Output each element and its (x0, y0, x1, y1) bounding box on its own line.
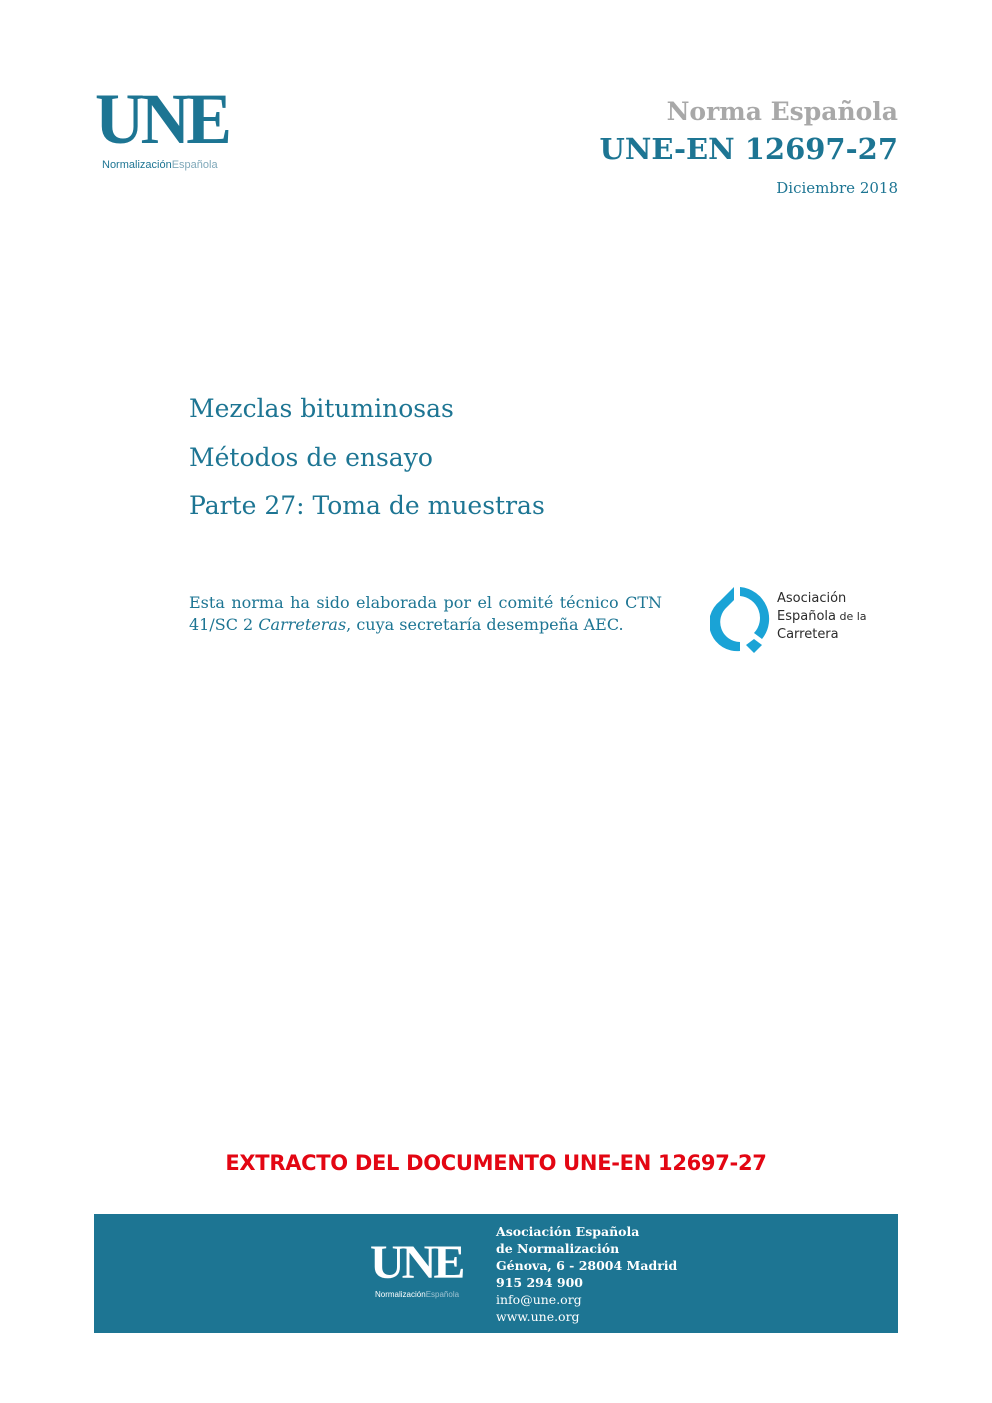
standard-header (600, 97, 898, 197)
footer-address (496, 1223, 677, 1325)
aec-line-3: Carretera (777, 627, 839, 642)
footer-tagline-part1: Normalización (375, 1290, 426, 1299)
committee-text-before: Esta norma ha sido elaborada por el comité técnico CTN 41/SC 2 (189, 593, 662, 634)
une-tagline-part2: Española (171, 159, 218, 171)
aec-logo-icon (710, 585, 770, 655)
footer-org-line-2: de Normalización (496, 1241, 620, 1256)
document-titles (189, 385, 545, 531)
title-line-2: Métodos de ensayo (189, 442, 433, 472)
une-logo-word: UNE (95, 79, 229, 159)
title-line-1: Mezclas bituminosas (189, 394, 454, 423)
footer-website[interactable]: www.une.org (496, 1309, 580, 1324)
footer-une-logo-word: UNE (370, 1236, 463, 1289)
aec-line-2-main: Española (777, 609, 836, 624)
aec-logo-text (777, 590, 867, 644)
aec-line-2 (777, 608, 867, 626)
une-tagline-part1: Normalización (102, 159, 172, 171)
footer-une-logo (370, 1236, 490, 1303)
footer-phone: 915 294 900 (496, 1275, 583, 1290)
title-line-3: Parte 27: Toma de muestras (189, 491, 545, 520)
footer-org-line-1: Asociación Española (496, 1224, 640, 1239)
une-logo (95, 79, 245, 173)
publication-date: Diciembre 2018 (776, 179, 898, 197)
une-logo-tagline (102, 159, 218, 171)
extract-notice: EXTRACTO DEL DOCUMENTO UNE-EN 12697-27 (225, 1151, 767, 1175)
footer-email[interactable]: info@une.org (496, 1292, 582, 1307)
footer-tagline-part2: Española (425, 1290, 460, 1299)
aec-line-2-suffix: de la (835, 610, 867, 623)
aec-line-1: Asociación (777, 591, 847, 606)
committee-italic: Carreteras (258, 615, 347, 634)
footer-street: Génova, 6 - 28004 Madrid (496, 1258, 678, 1273)
aec-logo (710, 585, 890, 655)
footer-une-logo-tagline (375, 1290, 459, 1299)
committee-statement (189, 592, 662, 636)
norma-label: Norma Española (666, 97, 898, 126)
standard-code: UNE-EN 12697-27 (599, 132, 898, 166)
committee-text-after: , cuya secretaría desempeña AEC. (346, 615, 624, 634)
